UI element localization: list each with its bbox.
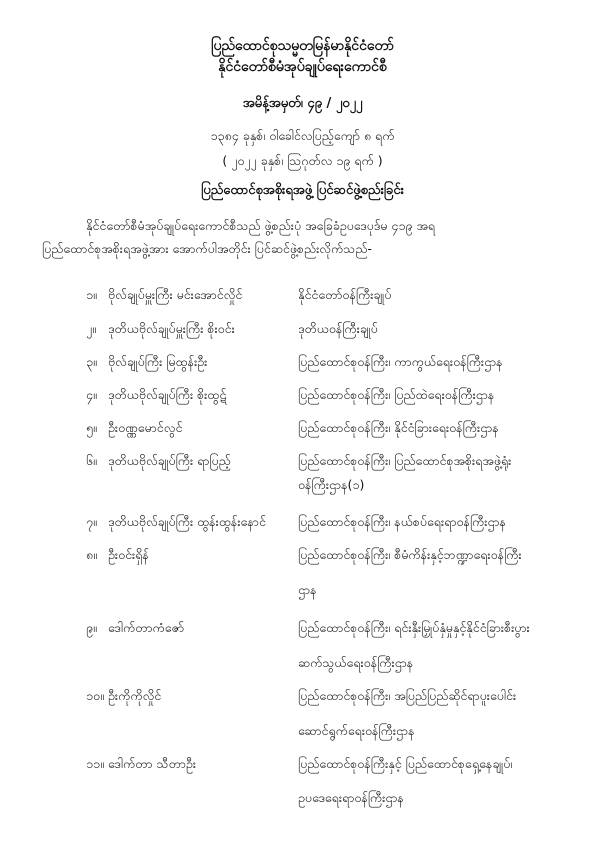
member-position: ပြည်ထောင်စုဝန်ကြီး၊ ပြည်ထဲရေးဝန်ကြီးဌာန: [298, 387, 495, 402]
member-position-cont: ဌာန: [298, 582, 317, 597]
member-number: ၈။: [86, 547, 97, 562]
intro-line-1: နိုင်ငံတော်စီမံအုပ်ချုပ်ရေးကောင်စီသည် ဖွဲ့စည်းပုံ အခြေခံဥပဒေပုဒ်မ ၄၁၉ အရ: [86, 218, 436, 233]
member-name: ဒေါက်တာကံဇော်: [108, 620, 185, 635]
member-position: ပြည်ထောင်စုဝန်ကြီး၊ ပြည်ထောင်စုအစိုးရအဖွဲ့ရုံး: [298, 453, 512, 468]
intro-line-2: ပြည်ထောင်စုအစိုးရအဖွဲ့အား အောက်ပါအတိုင်း ပြင်ဆင်ဖွဲ့စည်းလိုက်သည်-: [42, 241, 372, 256]
member-number: ၁၀။: [86, 688, 104, 703]
date-gregorian: ( ၂၀၂၂ ခုနှစ်၊ ဩဂုတ်လ ၁၉ ရက် ): [222, 153, 383, 168]
member-number: ၉။: [86, 620, 97, 635]
member-position-cont: ဆောင်ရွက်ရေးဝန်ကြီးဌာန: [298, 723, 415, 738]
member-position-cont: ဝန်ကြီးဌာန(၁): [298, 477, 365, 492]
member-name: ဦးဝင်းရှိန်: [108, 547, 149, 562]
member-name: ဒေါက်တာ သီတာဦး: [108, 756, 196, 771]
member-number: ၃။: [86, 354, 97, 369]
header-council-title: နိုင်ငံတော်စီမံအုပ်ချုပ်ရေးကောင်စီ: [218, 59, 387, 75]
member-name: ဒုတိယဗိုလ်ချုပ်ကြီး စိုးထွဋ်: [108, 387, 227, 402]
member-position-cont: ဆက်သွယ်ရေးဝန်ကြီးဌာန: [298, 655, 414, 670]
member-position-cont: ဥပဒေရေးရာဝန်ကြီးဌာန: [298, 790, 404, 805]
header-country-title: ပြည်ထောင်စုသမ္မတမြန်မာနိုင်ငံတော်: [211, 38, 394, 54]
member-position: ပြည်ထောင်စုဝန်ကြီး၊ ရင်းနှီးမြှုပ်နှံမှုနှင့်နိုင်ငံခြားစီးပွား: [298, 620, 530, 635]
member-name: ဦးဝဏ္ဏမောင်လွင်: [108, 420, 183, 435]
member-position: ပြည်ထောင်စုဝန်ကြီး၊ စီမံကိန်းနှင့်ဘဏ္ဍာရေးဝန်ကြီး: [298, 547, 522, 562]
member-name: ဦးကိုကိုလှိုင်: [108, 688, 162, 703]
member-position: ပြည်ထောင်စုဝန်ကြီး၊ နိုင်ငံခြားရေးဝန်ကြီးဌာန: [298, 420, 499, 435]
member-number: ၆။: [86, 453, 97, 468]
member-position: နိုင်ငံတော်ဝန်ကြီးချုပ်: [298, 287, 392, 302]
member-number: ၁။: [86, 287, 97, 302]
order-number: အမိန့်အမှတ်၊ ၄၉ / ၂၀၂၂: [242, 96, 363, 111]
member-number: ၄။: [86, 387, 97, 402]
member-name: ဒုတိယဗိုလ်ချုပ်ကြီး ရာပြည့်: [108, 453, 231, 468]
member-name: ဗိုလ်ချုပ်ကြီး မြထွန်းဦး: [108, 354, 208, 369]
member-position: ပြည်ထောင်စုဝန်ကြီး၊ အပြည်ပြည်ဆိုင်ရာပူးပေါင်း: [298, 688, 517, 703]
member-position: ပြည်ထောင်စုဝန်ကြီး၊ နယ်စပ်ရေးရာဝန်ကြီးဌာန: [298, 514, 506, 529]
member-number: ၁၁။: [86, 756, 104, 771]
member-name: ဗိုလ်ချုပ်မှူးကြီး မင်းအောင်လှိုင်: [108, 287, 243, 302]
member-position: ပြည်ထောင်စုဝန်ကြီးနှင့် ပြည်ထောင်စုရှေ့နေချုပ်၊: [298, 756, 513, 771]
member-name: ဒုတိယဗိုလ်ချုပ်ကြီး ထွန်းထွန်းနောင်: [108, 514, 266, 529]
member-position: ပြည်ထောင်စုဝန်ကြီး၊ ကာကွယ်ရေးဝန်ကြီးဌာန: [298, 354, 503, 369]
member-number: ၅။: [86, 420, 97, 435]
member-name: ဒုတိယဗိုလ်ချုပ်မှူးကြီး စိုးဝင်း: [108, 321, 235, 336]
subject-title: ပြည်ထောင်စုအစိုးရအဖွဲ့ ပြင်ဆင်ဖွဲ့စည်းခြင်း: [201, 183, 404, 198]
member-number: ၂။: [86, 321, 96, 336]
member-number: ၇။: [86, 514, 97, 529]
member-position: ဒုတိယဝန်ကြီးချုပ်: [298, 321, 378, 336]
date-myanmar: ၁၃၈၄ ခုနှစ်၊ ဝါခေါင်လပြည့်ကျော် ၈ ရက်: [210, 128, 395, 143]
